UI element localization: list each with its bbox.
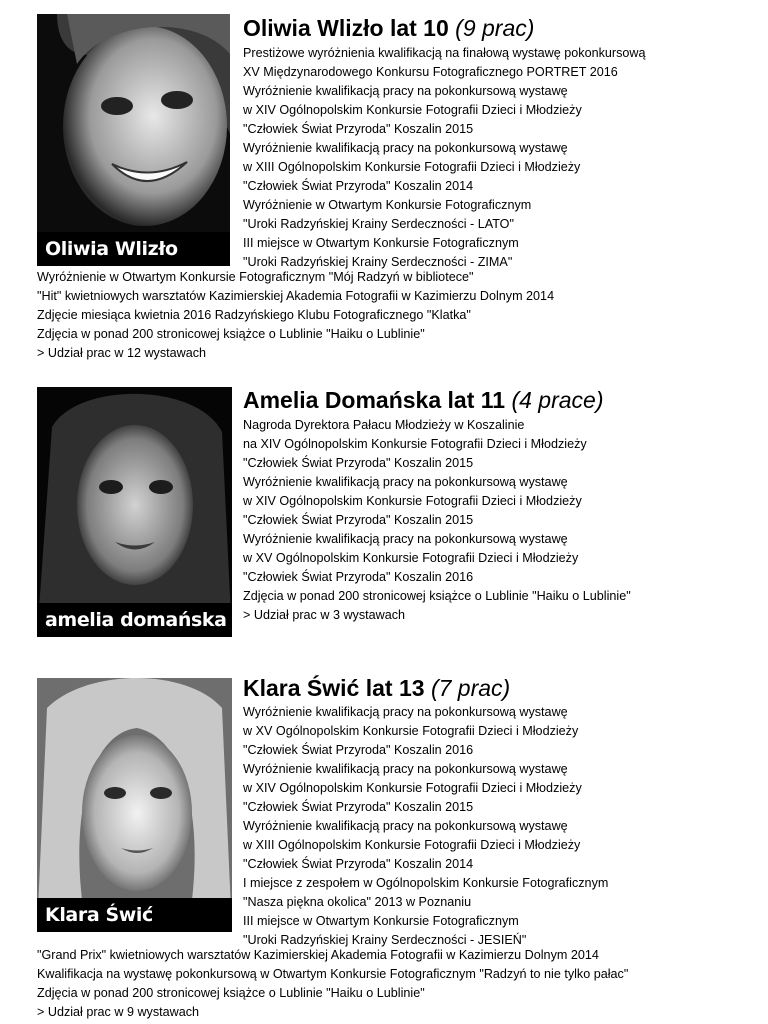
achievements-extra-oliwia bbox=[37, 268, 554, 363]
achievement-line: Wyróżnienie kwalifikacją pracy na pokonkursową wystawę bbox=[243, 84, 568, 98]
achievement-line: w XIII Ogólnopolskim Konkursie Fotografii Dzieci i Młodzieży bbox=[243, 160, 581, 174]
achievement-line: w XV Ogólnopolskim Konkursie Fotografii Dzieci i Młodzieży bbox=[243, 724, 579, 738]
achievement-line: Zdjęcia w ponad 200 stronicowej książce o Lublinie "Haiku o Lublinie" bbox=[37, 986, 425, 1000]
achievement-line: "Grand Prix" kwietniowych warsztatów Kazimierskiej Akademia Fotografii w Kazimierzu Dolnym 2014 bbox=[37, 948, 599, 962]
portrait-label-oliwia: Oliwia Wlizło bbox=[37, 232, 230, 266]
achievement-line: I miejsce z zespołem w Ogólnopolskim Konkursie Fotograficznym bbox=[243, 876, 609, 890]
achievement-line: "Człowiek Świat Przyroda" Koszalin 2016 bbox=[243, 570, 474, 584]
portrait-image-amelia bbox=[37, 387, 232, 637]
achievement-line: Wyróżnienie w Otwartym Konkursie Fotograficznym bbox=[243, 198, 532, 212]
profile-header-klara bbox=[243, 674, 510, 702]
portrait-label-amelia: amelia domańska bbox=[37, 603, 232, 637]
achievement-line: w XIV Ogólnopolskim Konkursie Fotografii Dzieci i Młodzieży bbox=[243, 494, 582, 508]
profile-name: Oliwia Wlizło lat 10 bbox=[243, 15, 449, 41]
portrait-photo-klara bbox=[37, 678, 232, 932]
achievement-line: w XIII Ogólnopolskim Konkursie Fotografii Dzieci i Młodzieży bbox=[243, 838, 581, 852]
portrait-image-klara bbox=[37, 678, 232, 932]
achievement-line: w XV Ogólnopolskim Konkursie Fotografii Dzieci i Młodzieży bbox=[243, 551, 579, 565]
achievement-line: Wyróżnienie kwalifikacją pracy na pokonkursową wystawę bbox=[243, 819, 568, 833]
portrait-image-oliwia bbox=[37, 14, 230, 266]
achievement-line: "Człowiek Świat Przyroda" Koszalin 2015 bbox=[243, 122, 474, 136]
portrait-label-klara: Klara Świć bbox=[37, 898, 232, 932]
exhibitions-count: > Udział prac w 3 wystawach bbox=[243, 608, 406, 622]
achievements-list-amelia bbox=[243, 416, 631, 625]
achievement-line: "Człowiek Świat Przyroda" Koszalin 2014 bbox=[243, 179, 474, 193]
achievements-list-klara bbox=[243, 703, 608, 950]
achievement-line: III miejsce w Otwartym Konkursie Fotograficznym bbox=[243, 914, 519, 928]
achievement-line: "Człowiek Świat Przyroda" Koszalin 2016 bbox=[243, 743, 474, 757]
achievement-line: III miejsce w Otwartym Konkursie Fotograficznym bbox=[243, 236, 519, 250]
achievement-line: w XIV Ogólnopolskim Konkursie Fotografii Dzieci i Młodzieży bbox=[243, 103, 582, 117]
achievement-line: "Nasza piękna okolica" 2013 w Poznaniu bbox=[243, 895, 472, 909]
achievement-line: XV Międzynarodowego Konkursu Fotograficznego PORTRET 2016 bbox=[243, 65, 618, 79]
achievement-line: w XIV Ogólnopolskim Konkursie Fotografii Dzieci i Młodzieży bbox=[243, 781, 582, 795]
achievement-line: Wyróżnienie kwalifikacją pracy na pokonkursową wystawę bbox=[243, 475, 568, 489]
achievement-line: "Człowiek Świat Przyroda" Koszalin 2015 bbox=[243, 800, 474, 814]
achievements-extra-klara bbox=[37, 946, 628, 1022]
achievement-line: "Hit" kwietniowych warsztatów Kazimierskiej Akademia Fotografii w Kazimierzu Dolnym 2014 bbox=[37, 289, 555, 303]
achievement-line: Wyróżnienie kwalifikacją pracy na pokonkursową wystawę bbox=[243, 532, 568, 546]
profile-name: Amelia Domańska lat 11 bbox=[243, 387, 506, 413]
achievement-line: Prestiżowe wyróżnienia kwalifikacją na finałową wystawę pokonkursową bbox=[243, 46, 646, 60]
achievement-line: Zdjęcie miesiąca kwietnia 2016 Radzyńskiego Klubu Fotograficznego "Klatka" bbox=[37, 308, 471, 322]
achievement-line: Wyróżnienie kwalifikacją pracy na pokonkursową wystawę bbox=[243, 705, 568, 719]
profile-header-amelia bbox=[243, 386, 604, 414]
achievement-line: Zdjęcia w ponad 200 stronicowej książce o Lublinie "Haiku o Lublinie" bbox=[37, 327, 425, 341]
achievement-line: Kwalifikacja na wystawę pokonkursową w Otwartym Konkursie Fotograficznym "Radzyń to nie tylko pałac" bbox=[37, 967, 629, 981]
portrait-photo-amelia bbox=[37, 387, 232, 637]
exhibitions-count: > Udział prac w 12 wystawach bbox=[37, 346, 207, 360]
achievement-line: Wyróżnienie w Otwartym Konkursie Fotograficznym "Mój Radzyń w bibliotece" bbox=[37, 270, 474, 284]
achievement-line: "Uroki Radzyńskiej Krainy Serdeczności - LATO" bbox=[243, 217, 514, 231]
achievement-line: Wyróżnienie kwalifikacją pracy na pokonkursową wystawę bbox=[243, 762, 568, 776]
achievement-line: na XIV Ogólnopolskim Konkursie Fotografii Dzieci i Młodzieży bbox=[243, 437, 587, 451]
achievements-list-oliwia bbox=[243, 44, 645, 272]
achievement-line: Zdjęcia w ponad 200 stronicowej książce o Lublinie "Haiku o Lublinie" bbox=[243, 589, 631, 603]
portrait-photo-oliwia bbox=[37, 14, 230, 266]
exhibitions-count: > Udział prac w 9 wystawach bbox=[37, 1005, 200, 1019]
profile-name: Klara Świć lat 13 bbox=[243, 675, 425, 701]
profile-header-oliwia bbox=[243, 14, 534, 42]
achievement-line: Wyróżnienie kwalifikacją pracy na pokonkursową wystawę bbox=[243, 141, 568, 155]
achievement-line: "Człowiek Świat Przyroda" Koszalin 2015 bbox=[243, 513, 474, 527]
achievement-line: "Człowiek Świat Przyroda" Koszalin 2015 bbox=[243, 456, 474, 470]
achievement-line: Nagroda Dyrektora Pałacu Młodzieży w Koszalinie bbox=[243, 418, 525, 432]
achievement-line: "Uroki Radzyńskiej Krainy Serdeczności - ZIMA" bbox=[243, 255, 513, 269]
achievement-line: "Uroki Radzyńskiej Krainy Serdeczności - JESIEŃ" bbox=[243, 933, 527, 947]
achievement-line: "Człowiek Świat Przyroda" Koszalin 2014 bbox=[243, 857, 474, 871]
works-count: (4 prace) bbox=[511, 387, 604, 413]
works-count: (7 prac) bbox=[430, 675, 511, 701]
works-count: (9 prac) bbox=[455, 15, 535, 41]
